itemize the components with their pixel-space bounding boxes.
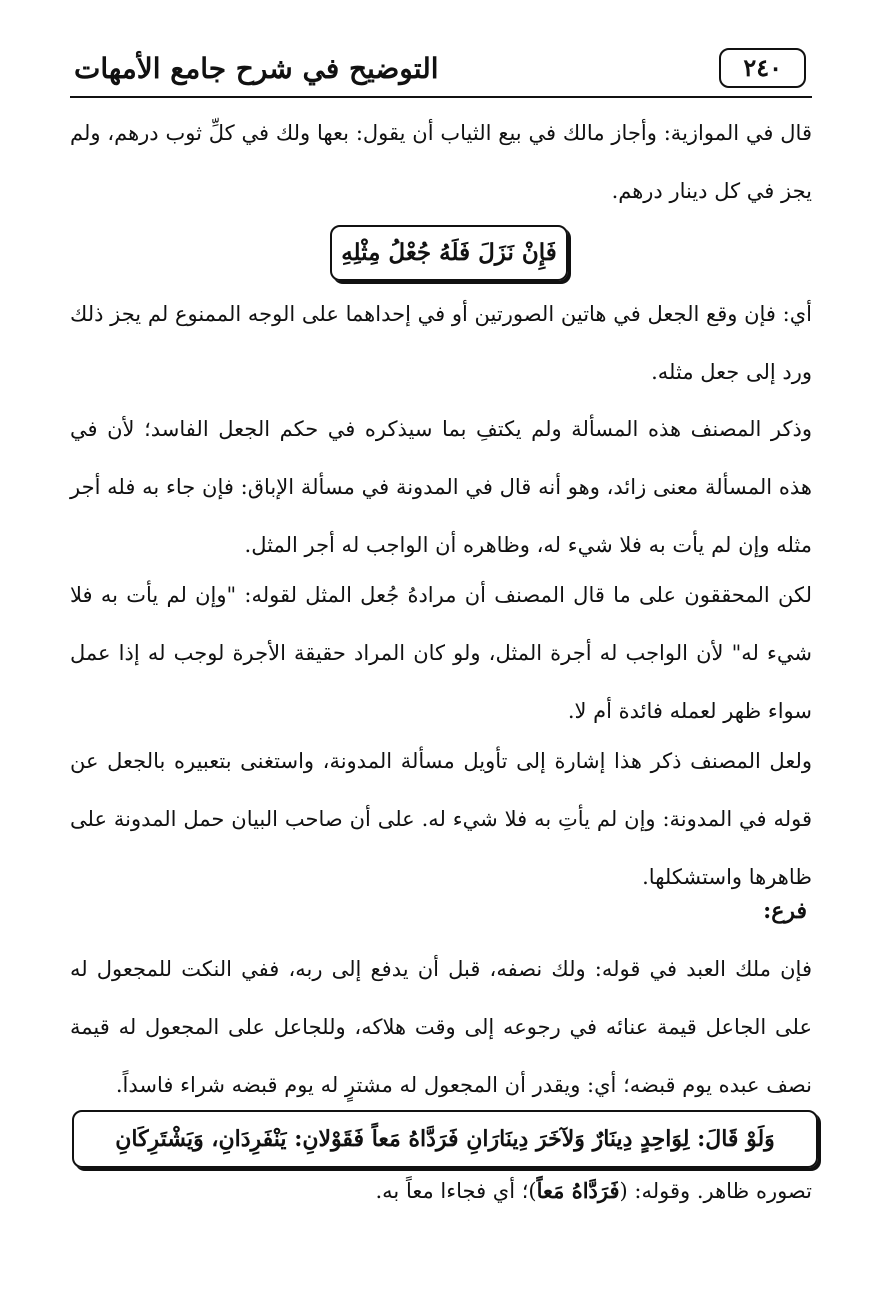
section-heading: فرع:	[763, 898, 807, 924]
paragraph-6: فإن ملك العبد في قوله: ولك نصفه، قبل أن يدفع إلى ربه، ففي النكت للمجعول له على الجاعل قيمة عنائه في رجوعه إلى وقت هلاكه، وللجاعل على المجعول له قيمة نصف عبده يوم قبضه؛ أي: ويقدر أن المجعول له مشترٍ له يوم قبضه شراء فاسداً.	[70, 957, 812, 1097]
final-line	[70, 1178, 812, 1203]
final-line-before: تصوره ظاهر. وقوله: (	[619, 1179, 812, 1203]
final-line-quote: فَرَدَّاهُ مَعاً	[536, 1178, 620, 1203]
page-header	[70, 42, 812, 94]
running-title: التوضيح في شرح جامع الأمهات	[74, 51, 439, 85]
paragraph-3: وذكر المصنف هذه المسألة ولم يكتفِ بما سيذكره في حكم الجعل الفاسد؛ لأن في هذه المسألة معنى زائد، وهو أنه قال في المدونة في مسألة الإباق: فإن جاء به فله أجر مثله وإن لم يأت به فلا شيء له، وظاهره أن الواجب له أجر المثل.	[70, 417, 812, 557]
paragraph-1: قال في الموازية: وأجاز مالك في بيع الثياب أن يقول: بعها ولك في كلِّ ثوب درهم، ولم يجز في كل دينار درهم.	[70, 121, 812, 203]
paragraph-2: أي: فإن وقع الجعل في هاتين الصورتين أو في إحداهما على الوجه الممنوع لم يجز ذلك ورد إلى جعل مثله.	[70, 302, 812, 384]
header-rule	[70, 96, 812, 98]
page-number: ٢٤٠	[719, 48, 806, 88]
paragraph-5: ولعل المصنف ذكر هذا إشارة إلى تأويل مسألة المدونة، واستغنى بتعبيره بالجعل عن قوله في المدونة: وإن لم يأتِ به فلا شيء له. على أن صاحب البيان حمل المدونة على ظاهرها واستشكلها.	[70, 749, 812, 889]
matn-quote-box-2: وَلَوْ قَالَ: لِوَاحِدٍ دِينَارٌ وَلآخَرَ دِينَارَانِ فَرَدَّاهُ مَعاً فَقَوْلانِ: يَنْفَرِدَانِ، وَيَشْتَرِكَانِ	[72, 1110, 818, 1168]
paragraph-4: لكن المحققون على ما قال المصنف أن مرادهُ جُعل المثل لقوله: "وإن لم يأت به فلا شيء له" لأن الواجب له أجرة المثل، ولو كان المراد حقيقة الأجرة لوجب له إذا عمل سواء ظهر لعمله فائدة أم لا.	[70, 583, 812, 723]
matn-quote-box: فَإِنْ نَزَلَ فَلَهُ جُعْلُ مِثْلِهِ	[330, 225, 568, 281]
final-line-after: )؛ أي فجاءا معاً به.	[375, 1179, 537, 1203]
